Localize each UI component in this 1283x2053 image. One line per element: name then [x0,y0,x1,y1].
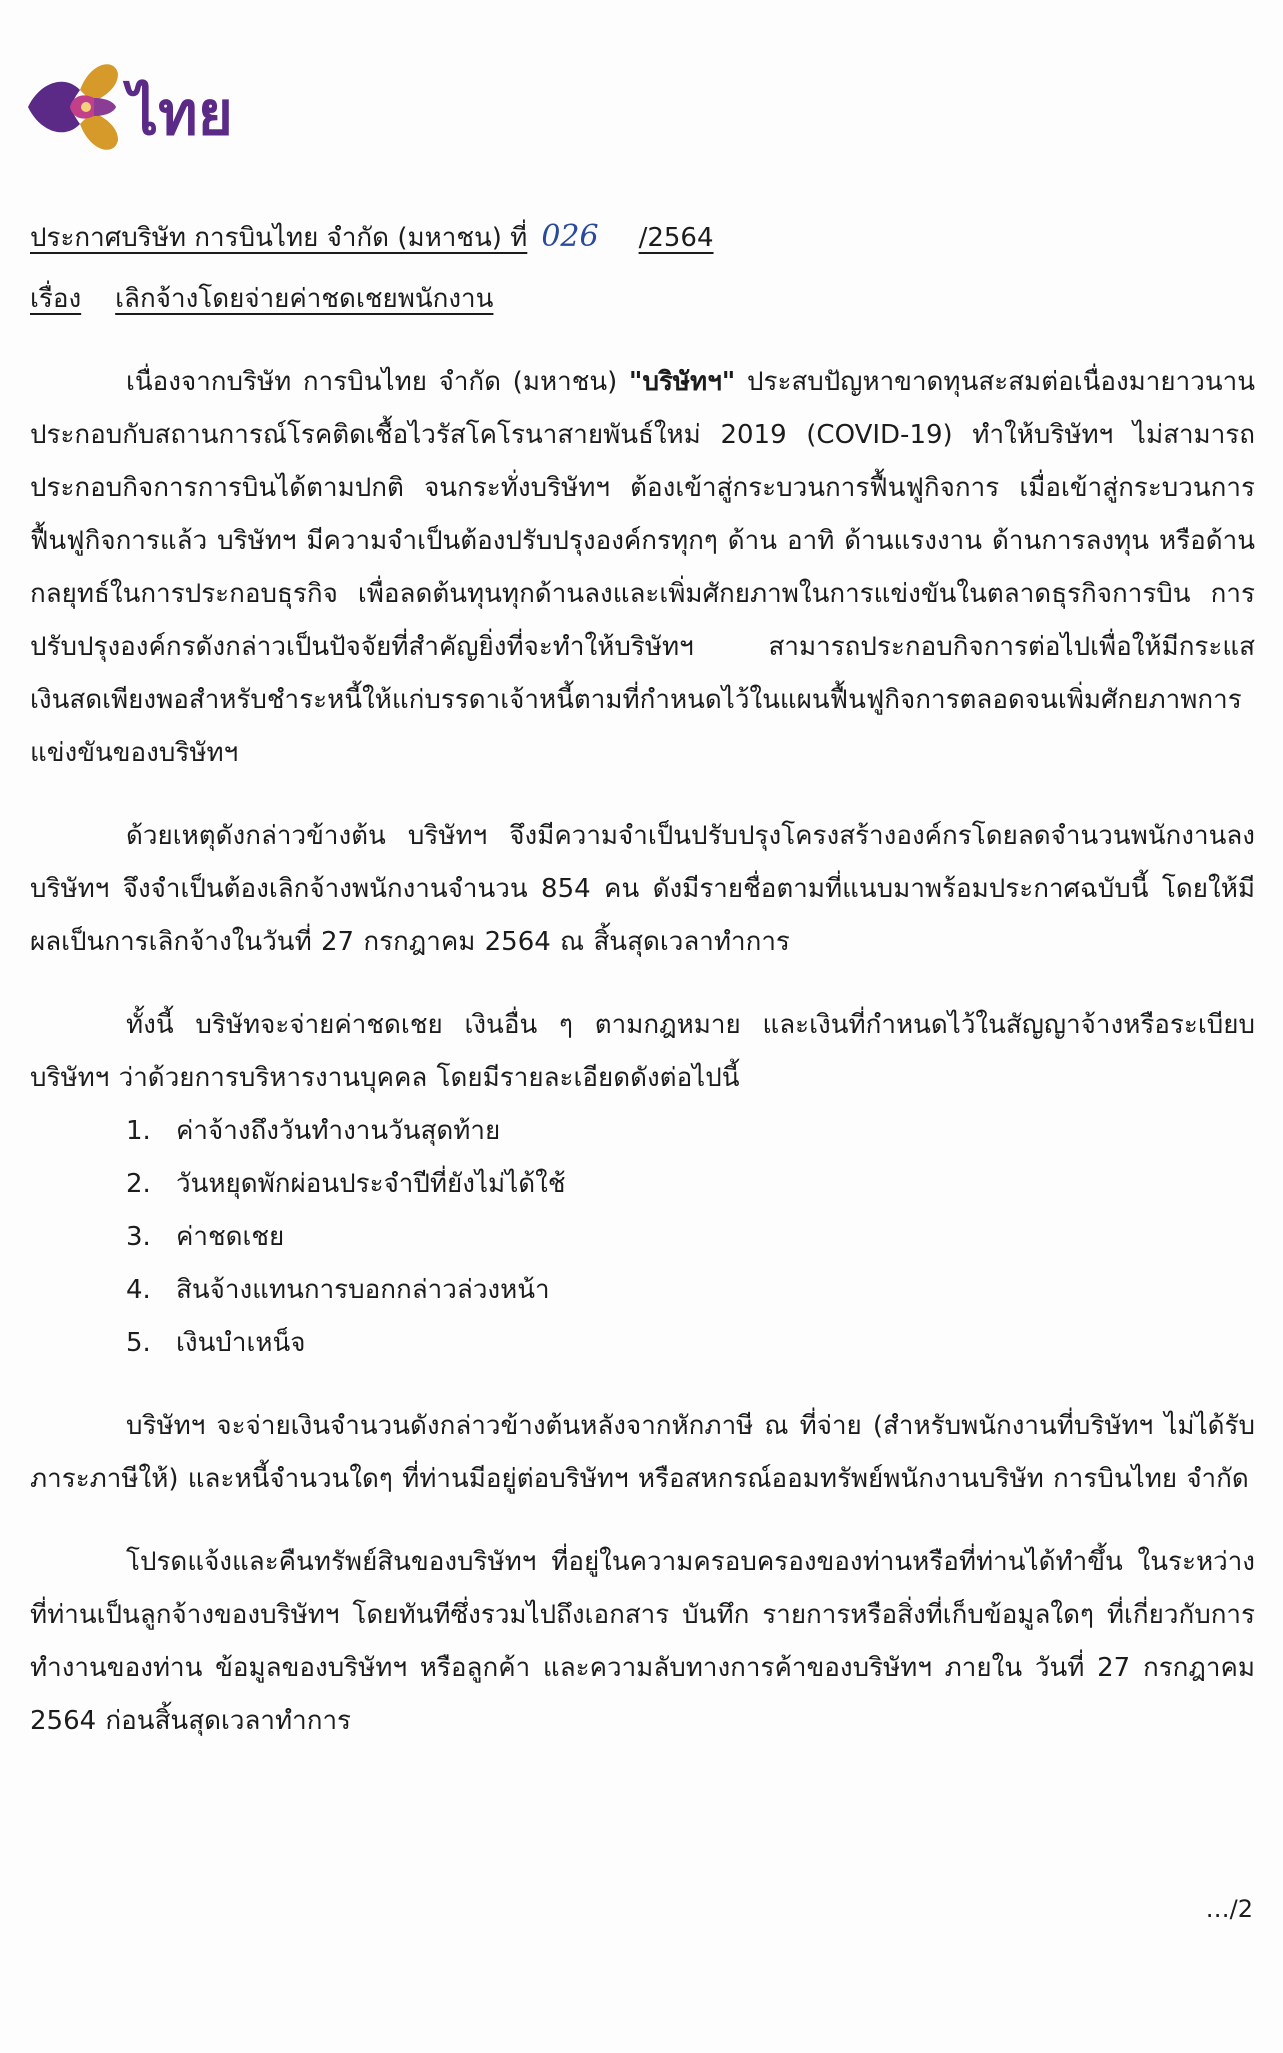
paragraph-5: โปรดแจ้งและคืนทรัพย์สินของบริษัทฯ ที่อยู่ในความครอบครองของท่านหรือที่ท่านได้ทำขึ้น ในระหว่างที่ท่านเป็นลูกจ้างของบริษัทฯ โดยทันทีซึ่งรวมไปถึงเอกสาร บันทึก รายการหรือสิ่งที่เก็บข้อมูลใดๆ ที่เกี่ยวกับการทำงานของท่าน ข้อมูลของบริษัทฯ หรือลูกค้า และความลับทางการค้าของบริษัทฯ ภายใน วันที่ 27 กรกฎาคม 2564 ก่อนสิ้นสุดเวลาทำการ [30,1547,1255,1736]
next-page-marker: …/2 [1205,1895,1253,1923]
subject-text: เลิกจ้างโดยจ่ายค่าชดเชยพนักงาน [115,284,494,314]
list-item-text: ค่าจ้างถึงวันทำงานวันสุดท้าย [176,1116,501,1146]
logo-wordmark: ไทย [128,79,233,149]
thai-airways-logo [20,52,270,162]
handwritten-number: 026 [541,219,599,254]
paragraph-1-part1: เนื่องจากบริษัท การบินไทย จำกัด (มหาชน) [126,367,629,397]
subject-line [30,273,1255,326]
thai-orchid-logo-icon [20,52,270,162]
paragraph-1 [30,356,1255,780]
announcement-title [30,210,714,265]
list-item-number: 4. [126,1275,151,1305]
list-item [126,1105,1255,1158]
list-item-number: 3. [126,1222,151,1252]
list-item-number: 1. [126,1116,151,1146]
paragraph-4: บริษัทฯ จะจ่ายเงินจำนวนดังกล่าวข้างต้นหลังจากหักภาษี ณ ที่จ่าย (สำหรับพนักงานที่บริษัทฯ ไม่ได้รับภาระภาษีให้) และหนี้จำนวนใดๆ ที่ท่านมีอยู่ต่อบริษัทฯ หรือสหกรณ์ออมทรัพย์พนักงานบริษัท การบินไทย จำกัด [30,1411,1255,1494]
paragraph-1-bold: "บริษัทฯ" [628,367,736,397]
list-item-text: สินจ้างแทนการบอกกล่าวล่วงหน้า [176,1275,550,1305]
list-item-text: วันหยุดพักผ่อนประจำปีที่ยังไม่ได้ใช้ [176,1169,566,1199]
paragraph-3: ทั้งนี้ บริษัทจะจ่ายค่าชดเชย เงินอื่น ๆ ตามกฎหมาย และเงินที่กำหนดไว้ในสัญญาจ้างหรือระเบียบบริษัทฯ ว่าด้วยการบริหารงานบุคคล โดยมีรายละเอียดดังต่อไปนี้ [30,1010,1255,1093]
paragraph-2: ด้วยเหตุดังกล่าวข้างต้น บริษัทฯ จึงมีความจำเป็นปรับปรุงโครงสร้างองค์กรโดยลดจำนวนพนักงานลง บริษัทฯ จึงจำเป็นต้องเลิกจ้างพนักงานจำนวน 854 คน ดังมีรายชื่อตามที่แนบมาพร้อมประกาศฉบับนี้ โดยให้มีผลเป็นการเลิกจ้างในวันที่ 27 กรกฎาคม 2564 ณ สิ้นสุดเวลาทำการ [30,821,1255,957]
document-body [30,210,1255,1748]
list-item [126,1317,1255,1370]
paragraph-1-part2: ประสบปัญหาขาดทุนสะสมต่อเนื่องมายาวนาน ประกอบกับสถานการณ์โรคติดเชื้อไวรัสโคโรนาสายพันธ์ใหม่ 2019 (COVID-19) ทำให้บริษัทฯ ไม่สามารถประกอบกิจการการบินได้ตามปกติ จนกระทั่งบริษัทฯ ต้องเข้าสู่กระบวนการฟื้นฟูกิจการ เมื่อเข้าสู่กระบวนการฟื้นฟูกิจการแล้ว บริษัทฯ มีความจำเป็นต้องปรับปรุงองค์กรทุกๆ ด้าน อาทิ ด้านแรงงาน ด้านการลงทุน หรือด้านกลยุทธ์ในการประกอบธุรกิจ เพื่อลดต้นทุนทุกด้านลงและเพิ่มศักยภาพในการแข่งขันในตลาดธุรกิจการบิน การปรับปรุงองค์กรดังกล่าวเป็นปัจจัยที่สำคัญยิ่งที่จะทำให้บริษัทฯ สามารถประกอบกิจการต่อไปเพื่อให้มีกระแสเงินสดเพียงพอสำหรับชำระหนี้ให้แก่บรรดาเจ้าหนี้ตามที่กำหนดไว้ในแผนฟื้นฟูกิจการตลอดจนเพิ่มศักยภาพการแข่งขันของบริษัทฯ [30,367,1255,768]
list-item-number: 5. [126,1328,151,1358]
announcement-prefix: ประกาศบริษัท การบินไทย จำกัด (มหาชน) ที่ [30,223,528,253]
list-item [126,1264,1255,1317]
announcement-year: /2564 [638,223,714,253]
list-item [126,1211,1255,1264]
subject-label: เรื่อง [30,284,82,314]
list-item-text: เงินบำเหน็จ [176,1328,306,1358]
list-item-number: 2. [126,1169,151,1199]
list-item-text: ค่าชดเชย [176,1222,285,1252]
list-item [126,1158,1255,1211]
payment-list [30,1105,1255,1370]
